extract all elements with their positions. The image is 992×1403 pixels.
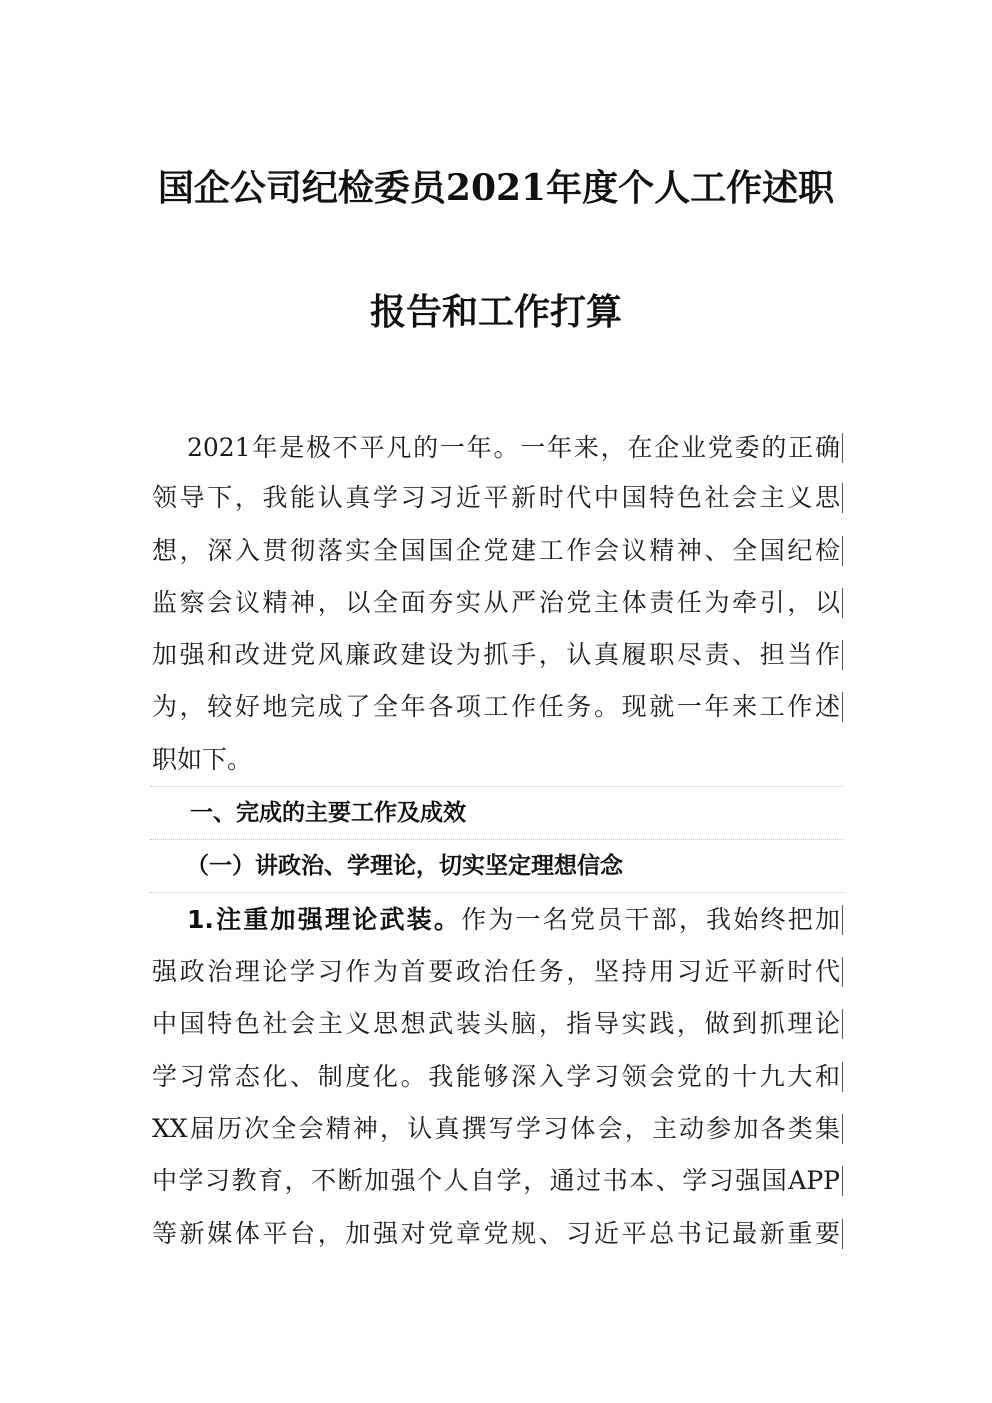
subsection-heading: （一）讲政治、学理论，切实坚定理想信念	[186, 853, 623, 879]
intro-line-7: 职如下。	[152, 745, 253, 774]
item1-line-7: 等新媒体平台，加强对党章党规、习近平总书记最新重要	[152, 1219, 840, 1248]
paragraph-separator	[150, 839, 844, 840]
margin-bar	[842, 1114, 843, 1144]
item1-line-2: 强政治理论学习作为首要政治任务，坚持用习近平新时代	[152, 957, 840, 986]
margin-bar	[842, 1062, 843, 1092]
intro-line-5: 加强和改进党风廉政建设为抓手，认真履职尽责、担当作	[152, 640, 840, 669]
item1-line-4: 学习常态化、制度化。我能够深入学习领会党的十九大和	[152, 1062, 840, 1091]
intro-line-1: 2021年是极不平凡的一年。一年来，在企业党委的正确	[187, 433, 840, 462]
item1-line-5: XX届历次全会精神，认真撰写学习体会，主动参加各类集	[152, 1114, 840, 1143]
intro-line-4: 监察会议精神，以全面夯实从严治党主体责任为牵引，以	[152, 588, 840, 617]
document-title-line-2: 报告和工作打算	[369, 291, 622, 333]
margin-bar	[842, 692, 843, 722]
margin-bar	[842, 1009, 843, 1039]
margin-bar	[842, 536, 843, 566]
margin-bar	[842, 588, 843, 618]
intro-line-6: 为，较好地完成了全年各项工作任务。现就一年来工作述	[152, 692, 840, 721]
margin-bar	[842, 905, 843, 935]
section-heading: 一、完成的主要工作及成效	[190, 800, 466, 826]
item1-first-line-text: 作为一名党员干部，我始终把加	[461, 905, 840, 934]
margin-bar	[842, 640, 843, 670]
paragraph-separator	[150, 892, 844, 893]
item1-line-1	[187, 903, 840, 937]
margin-bar	[842, 1166, 843, 1196]
document-title-line-1: 国企公司纪检委员2021年度个人工作述职	[157, 167, 835, 209]
item1-lead: 1.注重加强理论武装。	[187, 905, 462, 934]
intro-line-2: 领导下，我能认真学习习近平新时代中国特色社会主义思	[152, 483, 840, 512]
paragraph-separator	[150, 786, 844, 787]
margin-bar	[842, 483, 843, 513]
item1-line-3: 中国特色社会主义思想武装头脑，指导实践，做到抓理论	[152, 1009, 840, 1038]
intro-line-3: 想，深入贯彻落实全国国企党建工作会议精神、全国纪检	[152, 536, 840, 565]
margin-bar	[842, 433, 843, 463]
item1-line-6: 中学习教育，不断加强个人自学，通过书本、学习强国APP	[152, 1166, 840, 1195]
margin-bar	[842, 1219, 843, 1249]
margin-bar	[842, 957, 843, 987]
